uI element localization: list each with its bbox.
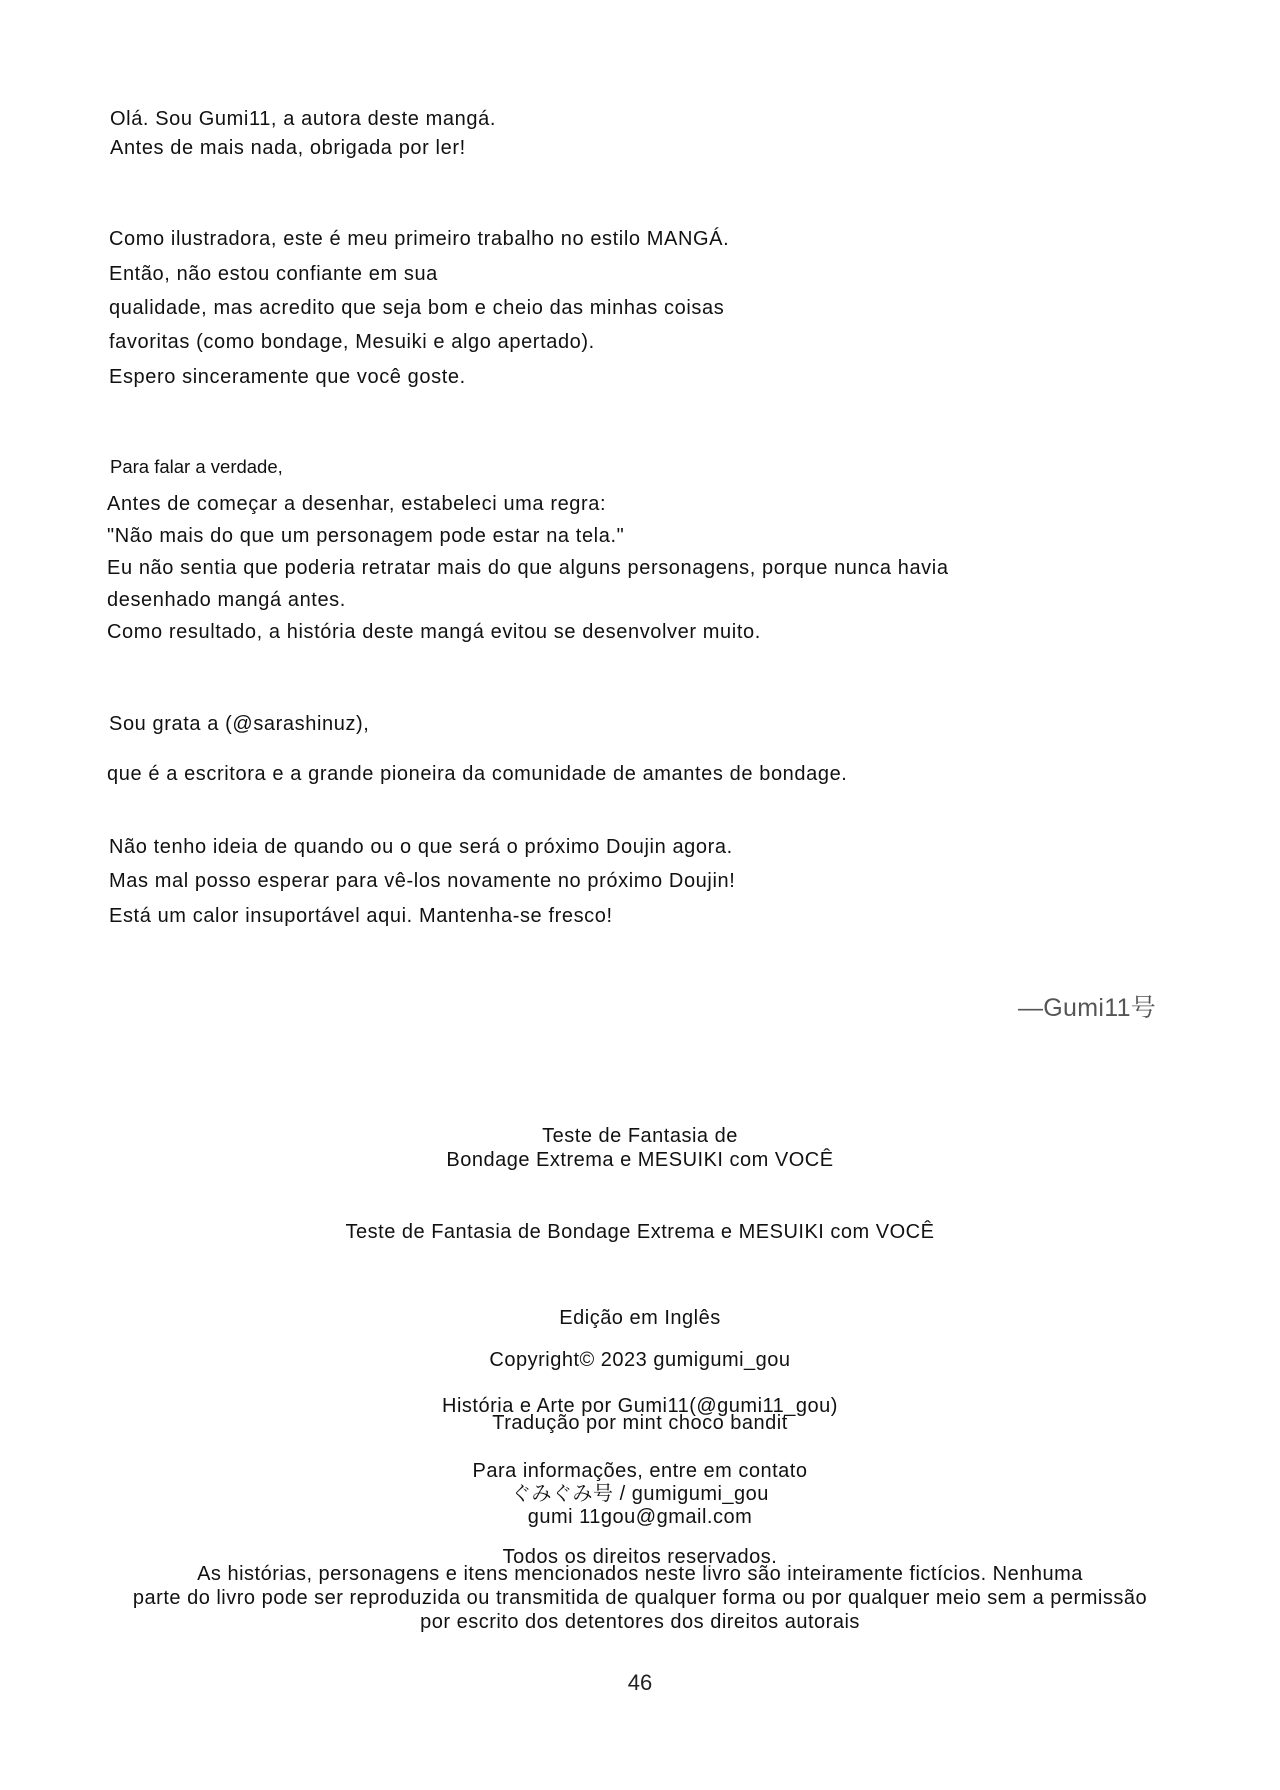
afterword-line: Antes de começar a desenhar, estabeleci uma regra: xyxy=(107,493,607,515)
colophon-title-line2: Bondage Extrema e MESUIKI com VOCÊ xyxy=(446,1149,834,1171)
colophon-contact-label: Para informações, entre em contato xyxy=(472,1460,808,1482)
colophon-rights: Todos os direitos reservados. xyxy=(502,1546,778,1568)
page-number: 46 xyxy=(627,1670,653,1695)
colophon-contact-email: gumi 11gou@gmail.com xyxy=(527,1506,753,1528)
afterword-line: Olá. Sou Gumi11, a autora deste mangá. xyxy=(110,108,496,130)
afterword-line: desenhado mangá antes. xyxy=(107,589,346,611)
author-signature: —Gumi11号 xyxy=(1018,994,1157,1022)
afterword-line: Mas mal posso esperar para vê-los novamente no próximo Doujin! xyxy=(109,870,736,892)
colophon-disclaimer-line: parte do livro pode ser reproduzida ou transmitida de qualquer forma ou por qualquer meio sem a permissão xyxy=(132,1587,1148,1609)
colophon-disclaimer-line: por escrito dos detentores dos direitos autorais xyxy=(420,1611,860,1633)
afterword-line: qualidade, mas acredito que seja bom e cheio das minhas coisas xyxy=(109,297,725,319)
afterword-line: Como resultado, a história deste mangá evitou se desenvolver muito. xyxy=(107,621,761,643)
colophon-edition: Edição em Inglês xyxy=(559,1307,721,1329)
afterword-line: "Não mais do que um personagem pode estar na tela." xyxy=(107,525,625,547)
afterword-line: favoritas (como bondage, Mesuiki e algo apertado). xyxy=(109,331,595,353)
afterword-line: que é a escritora e a grande pioneira da comunidade de amantes de bondage. xyxy=(107,763,848,785)
colophon-title-full: Teste de Fantasia de Bondage Extrema e MESUIKI com VOCÊ xyxy=(345,1221,935,1243)
colophon-story-art: História e Arte por Gumi11(@gumi11_gou) xyxy=(442,1395,838,1417)
afterword-line: Como ilustradora, este é meu primeiro trabalho no estilo MANGÁ. xyxy=(109,228,730,250)
colophon-copyright: Copyright© 2023 gumigumi_gou xyxy=(489,1349,791,1371)
colophon-translation: Tradução por mint choco bandit xyxy=(492,1412,788,1434)
colophon-contact-handle: ぐみぐみ号 / gumigumi_gou xyxy=(511,1483,769,1505)
afterword-line: Antes de mais nada, obrigada por ler! xyxy=(110,137,466,159)
colophon-title-line1: Teste de Fantasia de xyxy=(542,1125,738,1147)
afterword-line: Está um calor insuportável aqui. Mantenha-se fresco! xyxy=(109,905,613,927)
afterword-line: Para falar a verdade, xyxy=(110,456,283,477)
afterword-line: Espero sinceramente que você goste. xyxy=(109,366,466,388)
afterword-line: Não tenho ideia de quando ou o que será o próximo Doujin agora. xyxy=(109,836,733,858)
afterword-line: Então, não estou confiante em sua xyxy=(109,263,438,285)
afterword-line: Eu não sentia que poderia retratar mais do que alguns personagens, porque nunca havia xyxy=(107,557,949,579)
colophon-disclaimer-line: As histórias, personagens e itens mencionados neste livro são inteiramente fictícios. Nenhuma xyxy=(197,1563,1083,1585)
afterword-line: Sou grata a (@sarashinuz), xyxy=(109,713,370,735)
